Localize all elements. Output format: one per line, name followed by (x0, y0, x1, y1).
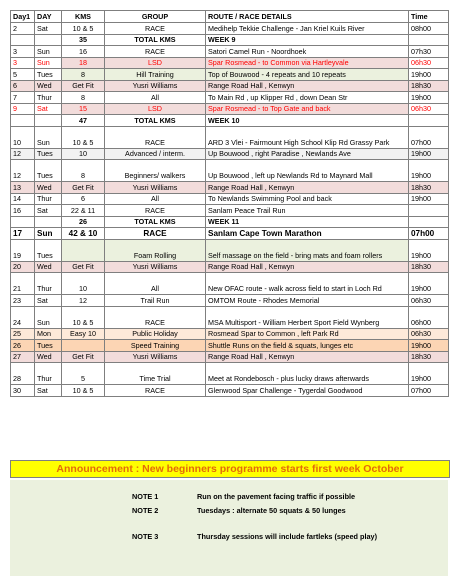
cell-kms (62, 239, 105, 261)
note-text: Thursday sessions will include fartleks (speed play) (197, 532, 378, 541)
cell-kms: 8 (62, 160, 105, 182)
cell-time: 19h00 (409, 160, 449, 182)
cell-route-details: New OFAC route - walk across field to start in Loch Rd (206, 273, 409, 295)
cell-kms: 10 & 5 (62, 23, 105, 35)
cell-day-name: Sat (35, 23, 62, 35)
cell-group: Yusri Williams (105, 351, 206, 363)
note-label: NOTE 3 (132, 532, 159, 541)
cell-day-number: 23 (11, 295, 35, 307)
cell-day-number: 27 (11, 351, 35, 363)
cell-day-name: Tues (35, 148, 62, 160)
cell-day-number: 12 (11, 148, 35, 160)
cell-day-number: 24 (11, 306, 35, 328)
cell-route-details: Shuttle Runs on the field & squats, lunges etc (206, 340, 409, 352)
notes-panel (10, 480, 448, 576)
cell-group: Public Holiday (105, 328, 206, 340)
cell-kms: 18 (62, 57, 105, 69)
table-row (11, 23, 449, 35)
cell-time (409, 216, 449, 228)
note-text: Run on the pavement facing traffic if possible (197, 492, 356, 501)
cell-route-details: To Newlands Swimming Pool and back (206, 193, 409, 205)
cell-group: Advanced / interm. (105, 148, 206, 160)
cell-kms: Get Fit (62, 80, 105, 92)
cell-group: RACE (105, 46, 206, 58)
cell-group: RACE (105, 385, 206, 397)
cell-time: 18h30 (409, 80, 449, 92)
cell-day-name: Sat (35, 205, 62, 217)
cell-time: 19h00 (409, 363, 449, 385)
cell-kms: 16 (62, 46, 105, 58)
cell-time: 06h30 (409, 328, 449, 340)
cell-group: Speed Training (105, 340, 206, 352)
cell-day-name: Thur (35, 193, 62, 205)
cell-group: RACE (105, 306, 206, 328)
cell-day-number: 10 (11, 126, 35, 148)
cell-time: 19h00 (409, 69, 449, 81)
table-row (11, 126, 449, 148)
table-row (11, 363, 449, 385)
cell-route-details: Glenwood Spar Challenge - Tygerdal Goodwood (206, 385, 409, 397)
cell-time: 06h30 (409, 57, 449, 69)
cell-day-number: 3 (11, 57, 35, 69)
cell-day-number: 3 (11, 46, 35, 58)
header-kms: KMS (62, 11, 105, 23)
cell-kms: 10 (62, 273, 105, 295)
cell-route-details: Up Bouwood , left up Newlands Rd to Maynard Mall (206, 160, 409, 182)
cell-kms: 47 (62, 115, 105, 127)
cell-kms: 22 & 11 (62, 205, 105, 217)
cell-route-details: Medihelp Tekkie Challenge - Jan Kriel Kuils River (206, 23, 409, 35)
cell-group: Foam Rolling (105, 239, 206, 261)
cell-group: Yusri Williams (105, 80, 206, 92)
cell-kms: 8 (62, 69, 105, 81)
cell-time: 18h30 (409, 182, 449, 194)
table-row (11, 228, 449, 240)
cell-day-name: Thur (35, 92, 62, 104)
cell-day-number: 7 (11, 92, 35, 104)
cell-route-details: Range Road Hall , Kenwyn (206, 261, 409, 273)
cell-route-details: Spar Rosmead - to Common via Hartleyvale (206, 57, 409, 69)
table-body (11, 23, 449, 397)
cell-day-name: Wed (35, 80, 62, 92)
cell-group: All (105, 273, 206, 295)
cell-route-details: OMTOM Route - Rhodes Memorial (206, 295, 409, 307)
cell-group: Yusri Williams (105, 261, 206, 273)
cell-time: 07h00 (409, 228, 449, 240)
cell-time: 07h30 (409, 46, 449, 58)
cell-group: All (105, 92, 206, 104)
table-row (11, 115, 449, 127)
cell-day-number: 13 (11, 182, 35, 194)
cell-time: 06h00 (409, 306, 449, 328)
cell-day-name: Tues (35, 160, 62, 182)
cell-group: RACE (105, 126, 206, 148)
cell-day-number: 21 (11, 273, 35, 295)
table-row (11, 46, 449, 58)
cell-kms: 5 (62, 363, 105, 385)
cell-day-name: Tues (35, 340, 62, 352)
cell-day-number: 26 (11, 340, 35, 352)
cell-kms: 10 (62, 148, 105, 160)
cell-day-name: Sat (35, 295, 62, 307)
cell-day-number: 25 (11, 328, 35, 340)
table-row (11, 92, 449, 104)
cell-route-details: Sanlam Cape Town Marathon (206, 228, 409, 240)
cell-day-number: 5 (11, 69, 35, 81)
cell-kms: Get Fit (62, 182, 105, 194)
cell-route-details: Rosmead Spar to Common , left Park Rd (206, 328, 409, 340)
cell-route-details: Meet at Rondebosch - plus lucky draws afterwards (206, 363, 409, 385)
cell-time: 07h00 (409, 385, 449, 397)
cell-route-details: Range Road Hall , Kenwyn (206, 182, 409, 194)
cell-group: RACE (105, 228, 206, 240)
cell-route-details: Range Road Hall , Kenwyn (206, 80, 409, 92)
table-row (11, 57, 449, 69)
table-row (11, 160, 449, 182)
cell-day-name: Thur (35, 273, 62, 295)
cell-day-name: Tues (35, 239, 62, 261)
cell-day-number (11, 115, 35, 127)
cell-day-name: Thur (35, 363, 62, 385)
note-text: Tuesdays : alternate 50 squats & 50 lunges (197, 506, 346, 515)
cell-day-name: Sun (35, 306, 62, 328)
cell-day-number (11, 216, 35, 228)
cell-kms: 10 & 5 (62, 385, 105, 397)
cell-kms: 35 (62, 34, 105, 46)
cell-group: All (105, 193, 206, 205)
cell-day-name (35, 115, 62, 127)
table-row (11, 182, 449, 194)
cell-day-number: 19 (11, 239, 35, 261)
cell-kms: 26 (62, 216, 105, 228)
cell-route-details: WEEK 11 (206, 216, 409, 228)
cell-day-name: Sun (35, 46, 62, 58)
table-row (11, 273, 449, 295)
cell-route-details: To Main Rd , up Klipper Rd , down Dean Str (206, 92, 409, 104)
cell-day-name: Wed (35, 351, 62, 363)
table-row (11, 261, 449, 273)
cell-time (409, 205, 449, 217)
cell-day-number: 17 (11, 228, 35, 240)
table-row (11, 306, 449, 328)
cell-kms: 15 (62, 103, 105, 115)
header-time: Time (409, 11, 449, 23)
cell-time: 08h00 (409, 23, 449, 35)
cell-time: 19h00 (409, 239, 449, 261)
cell-time: 19h00 (409, 92, 449, 104)
cell-kms: 8 (62, 92, 105, 104)
cell-day-number (11, 34, 35, 46)
cell-route-details: Sanlam Peace Trail Run (206, 205, 409, 217)
table-row (11, 295, 449, 307)
table-row (11, 239, 449, 261)
cell-kms: 6 (62, 193, 105, 205)
cell-time: 18h30 (409, 351, 449, 363)
header-day1: Day1 (11, 11, 35, 23)
cell-group: TOTAL KMS (105, 115, 206, 127)
cell-route-details: MSA Multisport - William Herbert Sport Field Wynberg (206, 306, 409, 328)
table-header (11, 11, 449, 23)
cell-route-details: WEEK 10 (206, 115, 409, 127)
header-route: ROUTE / RACE DETAILS (206, 11, 409, 23)
cell-route-details: Up Bouwood , right Paradise , Newlands Ave (206, 148, 409, 160)
cell-group: RACE (105, 205, 206, 217)
cell-day-number: 2 (11, 23, 35, 35)
cell-group: LSD (105, 57, 206, 69)
cell-kms: 10 & 5 (62, 306, 105, 328)
cell-time (409, 34, 449, 46)
cell-route-details: Range Road Hall , Kenwyn (206, 351, 409, 363)
cell-group: RACE (105, 23, 206, 35)
cell-group: LSD (105, 103, 206, 115)
cell-day-name: Sun (35, 57, 62, 69)
cell-day-name: Sat (35, 385, 62, 397)
cell-time (409, 115, 449, 127)
cell-day-name (35, 34, 62, 46)
cell-day-number: 16 (11, 205, 35, 217)
cell-group: Time Trial (105, 363, 206, 385)
cell-group: Trail Run (105, 295, 206, 307)
cell-route-details: Self massage on the field - bring mats and foam rollers (206, 239, 409, 261)
cell-time: 19h00 (409, 340, 449, 352)
cell-time: 06h30 (409, 103, 449, 115)
cell-day-name: Wed (35, 261, 62, 273)
cell-time: 19h00 (409, 148, 449, 160)
cell-day-number: 12 (11, 160, 35, 182)
cell-day-number: 20 (11, 261, 35, 273)
cell-route-details: Satori Camel Run - Noordhoek (206, 46, 409, 58)
table-row (11, 385, 449, 397)
cell-route-details: ARD 3 Vlei - Fairmount High School Klip Rd Grassy Park (206, 126, 409, 148)
header-group: GROUP (105, 11, 206, 23)
cell-time: 06h30 (409, 295, 449, 307)
cell-day-name: Mon (35, 328, 62, 340)
cell-time: 18h30 (409, 261, 449, 273)
cell-route-details: Spar Rosmead - to Top Gate and back (206, 103, 409, 115)
table-row (11, 351, 449, 363)
cell-day-name: Sat (35, 103, 62, 115)
cell-time: 19h00 (409, 193, 449, 205)
note-label: NOTE 2 (132, 506, 159, 515)
cell-kms (62, 340, 105, 352)
cell-group: TOTAL KMS (105, 216, 206, 228)
cell-day-name: Sun (35, 228, 62, 240)
cell-day-name (35, 216, 62, 228)
cell-route-details: WEEK 9 (206, 34, 409, 46)
cell-day-name: Tues (35, 69, 62, 81)
header-row (11, 11, 449, 23)
table-row (11, 205, 449, 217)
cell-day-number: 6 (11, 80, 35, 92)
cell-group: TOTAL KMS (105, 34, 206, 46)
table-row (11, 340, 449, 352)
cell-kms: Easy 10 (62, 328, 105, 340)
cell-day-number: 14 (11, 193, 35, 205)
cell-kms: 10 & 5 (62, 126, 105, 148)
cell-group: Beginners/ walkers (105, 160, 206, 182)
cell-kms: Get Fit (62, 351, 105, 363)
table-row (11, 328, 449, 340)
table-row (11, 80, 449, 92)
header-day: DAY (35, 11, 62, 23)
cell-time: 19h00 (409, 273, 449, 295)
cell-kms: 12 (62, 295, 105, 307)
cell-day-name: Wed (35, 182, 62, 194)
cell-route-details: Top of Bouwood - 4 repeats and 10 repeats (206, 69, 409, 81)
cell-day-number: 28 (11, 363, 35, 385)
cell-day-number: 30 (11, 385, 35, 397)
cell-group: Yusri Williams (105, 182, 206, 194)
cell-day-number: 9 (11, 103, 35, 115)
table-row (11, 103, 449, 115)
announcement-banner: Announcement : New beginners programme starts first week October (10, 460, 450, 478)
note-label: NOTE 1 (132, 492, 159, 501)
cell-group: Hill Training (105, 69, 206, 81)
schedule-table (10, 10, 449, 397)
table-row (11, 34, 449, 46)
table-row (11, 69, 449, 81)
cell-time: 07h00 (409, 126, 449, 148)
table-row (11, 216, 449, 228)
cell-day-name: Sun (35, 126, 62, 148)
cell-kms: Get Fit (62, 261, 105, 273)
table-row (11, 148, 449, 160)
cell-kms: 42 & 10 (62, 228, 105, 240)
table-row (11, 193, 449, 205)
